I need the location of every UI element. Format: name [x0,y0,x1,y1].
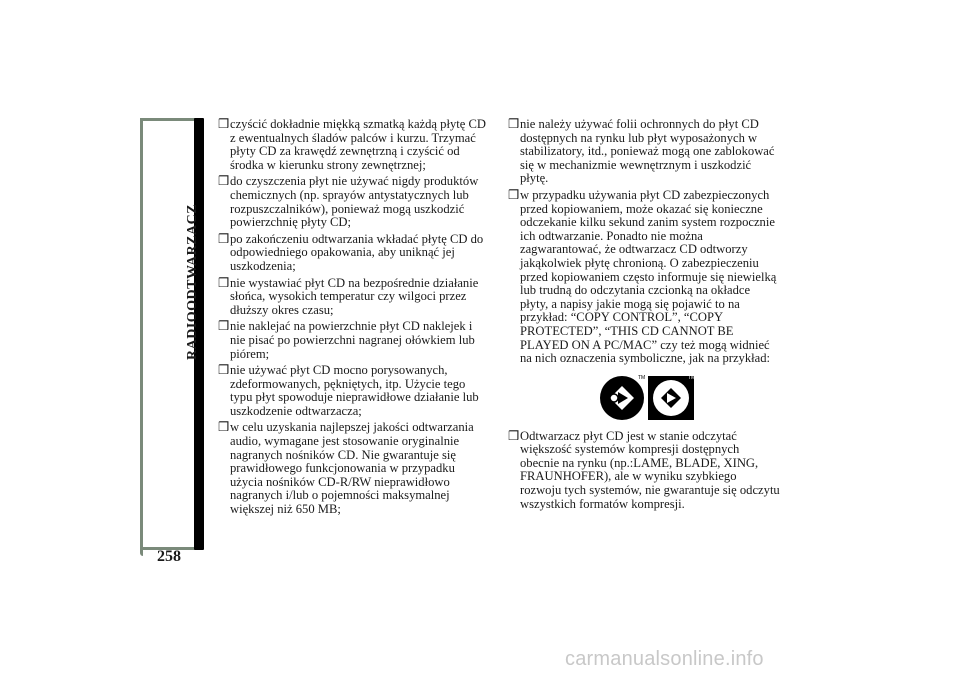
checkbox-bullet-icon: ❒ [508,187,520,202]
watermark: carmanualsonline.info [565,648,764,670]
list-item-text: w celu uzyskania najlepszej jakości odtwarzania audio, wymagane jest stosowanie oryginalnie nagranych nośników CD. Nie gwarantuje się prawidłowego funkcjonowania w przypadku użycia nośników CD-R/RW nieprawidłowo nagranych i/lub o pojemności maksymalnej większej niż 650 MB; [230,420,474,517]
list-item [218,277,490,318]
section-label: RADIOODTWARZACZ [185,203,200,360]
list-item-text: Odtwarzacz płyt CD jest w stanie odczytać większość systemów kompresji dostępnych obecnie na rynku (np.:LAME, BLADE, XING, FRAUNHOFER), ale w wyniku szybkiego rozwoju tych systemów, nie gwarantuje się odczytu wszystkich formatów kompresji. [520,428,780,511]
checkbox-bullet-icon: ❒ [218,117,230,131]
checkbox-bullet-icon: ❒ [218,275,230,290]
list-item [508,118,780,186]
right-column [508,118,780,514]
page-number: 258 [157,548,181,565]
list-item [218,421,490,516]
list-item-text: nie wystawiać płyt CD na bezpośrednie działanie słońca, wysokich temperatur czy wilgoci przez dłuższy okres czasu; [230,275,479,317]
copy-control-cd-icon [600,374,696,422]
list-item-text: w przypadku używania płyt CD zabezpieczonych przed kopiowaniem, może okazać się konieczne odczekanie kilku sekund zanim system rozpocznie ich odtwarzanie. Ponadto nie można zagwarantować, że odtwarzacz CD odtworzy jakąkolwiek płytę chronioną. O zabezpieczeniu przed kopiowaniem często informuje się niewielką lub trudną do odczytania czcionką na okładce płyty, a napisy jakie mogą się pojawić to na przykład: “COPY CONTROL”, “COPY PROTECTED”, “THIS CD CANNOT BE PLAYED ON A PC/MAC” czy też mogą widnieć na nich oznaczenia symboliczne, jak na przykład: [520,187,777,366]
checkbox-bullet-icon: ❒ [508,117,520,131]
list-item [218,320,490,361]
checkbox-bullet-icon: ❒ [218,231,230,246]
trademark-mark: TM [688,374,696,381]
list-item [218,364,490,418]
list-item [508,430,780,512]
list-item-text: do czyszczenia płyt nie używać nigdy produktów chemicznych (np. sprayów antystatycznych lub rozpuszczalników), ponieważ mogą uszkodzić powierzchnię płyty CD; [230,174,479,230]
list-item-text: po zakończeniu odtwarzania wkładać płytę CD do odpowiedniego opakowania, aby uniknąć jej uszkodzenia; [230,231,484,273]
trademark-mark: TM [638,374,646,381]
list-item [218,118,490,172]
list-item [508,189,780,366]
checkbox-bullet-icon: ❒ [218,319,230,334]
checkbox-bullet-icon: ❒ [508,428,520,443]
checkbox-bullet-icon: ❒ [218,363,230,378]
left-column [218,118,490,520]
list-item [218,175,490,229]
list-item [218,233,490,274]
list-item-text: nie należy używać folii ochronnych do płyt CD dostępnych na rynku lub płyt wyposażonych w stabilizatory, itd., ponieważ mogą one zablokować się w mechanizmie wewnętrznym i uszkodzić płytę. [520,117,775,186]
checkbox-bullet-icon: ❒ [218,420,230,435]
list-item-text: nie używać płyt CD mocno porysowanych, zdeformowanych, pękniętych, itp. Użycie tego typu płyt spowoduje nieprawidłowe działanie lub uszkodzenie odtwarzacza; [230,363,479,418]
list-item-text: nie naklejać na powierzchnie płyt CD naklejek i nie pisać po powierzchni nagranej ołówkiem lub piórem; [230,319,475,361]
list-item-text: czyścić dokładnie miękką szmatką każdą płytę CD z ewentualnych śladów palców i kurzu. Trzymać płyty CD za krawędź zewnętrzną i czyścić od środka w kierunku strony zewnętrznej; [230,117,486,172]
checkbox-bullet-icon: ❒ [218,174,230,189]
copy-control-cd-logo [600,374,696,422]
